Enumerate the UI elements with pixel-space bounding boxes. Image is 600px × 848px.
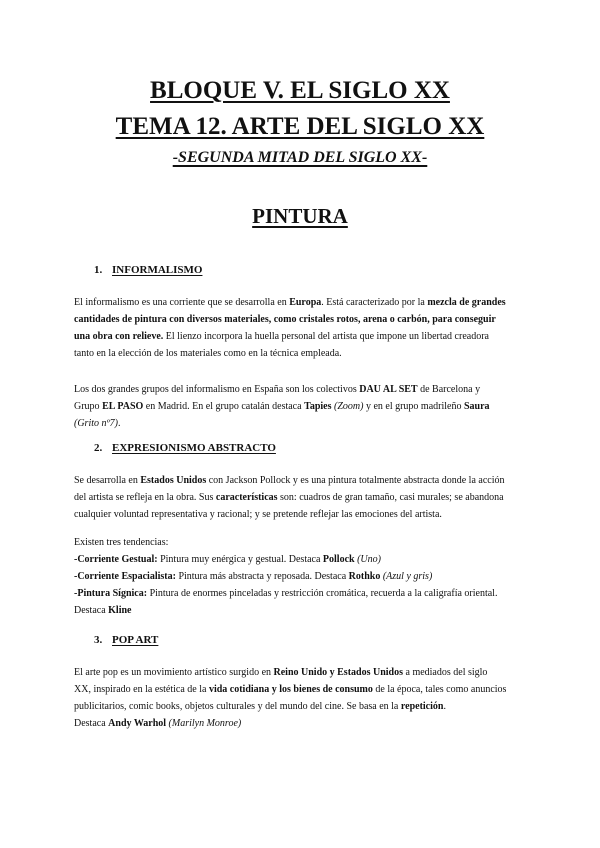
text-run-bold: Tapies bbox=[304, 401, 332, 412]
text-run-bold: vida cotidiana y los bienes de consumo bbox=[208, 684, 373, 695]
text-run-italic: (Marilyn Monroe) bbox=[168, 718, 242, 729]
text-run: El lienzo incorpora la huella personal del artista que impone un libertad creadora bbox=[163, 331, 489, 342]
text-run-bold: -Corriente Espacialista: bbox=[74, 571, 176, 582]
heading-label: INFORMALISMO bbox=[112, 264, 203, 276]
paragraph-pop-art bbox=[74, 664, 530, 732]
text-run: a mediados del siglo bbox=[403, 667, 488, 678]
text-run: con Jackson Pollock y es una pintura totalmente abstracta donde la acción bbox=[206, 475, 505, 486]
text-run: . Está caracterizado por la bbox=[321, 297, 428, 308]
text-run-italic: (Azul y gris) bbox=[382, 571, 433, 582]
paragraph-tendencias-intro bbox=[74, 534, 530, 551]
text-run-bold: -Corriente Gestual: bbox=[74, 554, 158, 565]
heading-pop-art bbox=[94, 634, 158, 646]
text-run-bold: Andy Warhol bbox=[108, 718, 167, 729]
text-run-bold: DAU AL SET bbox=[359, 384, 418, 395]
text-run: . bbox=[117, 418, 121, 429]
text-run-bold: Rothko bbox=[348, 571, 381, 582]
paragraph-informalismo-1 bbox=[74, 294, 530, 362]
text-run-bold: cantidades de pintura con diversos materiales, como cristales rotos, arena o carbón, para conseguir bbox=[74, 314, 496, 325]
section-title-pintura: PINTURA bbox=[252, 204, 348, 228]
text-run: tanto en la elección de los materiales como en la técnica empleada. bbox=[74, 348, 342, 359]
text-run: son: cuadros de gran tamaño, casi murales; se abandona bbox=[277, 492, 504, 503]
list-item bbox=[74, 568, 530, 585]
text-run: XX, inspirado en la estética de la bbox=[74, 684, 209, 695]
text-run-bold: Pollock bbox=[322, 554, 355, 565]
text-run-bold: Kline bbox=[108, 605, 132, 616]
text-run: Pintura muy enérgica y gestual. Destaca bbox=[157, 554, 323, 565]
text-run-bold: repetición bbox=[400, 701, 444, 712]
text-run: Destaca bbox=[74, 605, 109, 616]
text-run: El informalismo es una corriente que se desarrolla en bbox=[74, 297, 290, 308]
heading-label: POP ART bbox=[112, 634, 159, 646]
text-run: Se desarrolla en bbox=[74, 475, 141, 486]
text-run-italic: (Grito nº7) bbox=[74, 418, 118, 429]
text-run-bold: Saura bbox=[463, 401, 490, 412]
text-run: . bbox=[443, 701, 446, 712]
paragraph-expresionismo-1 bbox=[74, 472, 530, 523]
paragraph-informalismo-2 bbox=[74, 381, 530, 432]
text-run-bold: Estados Unidos bbox=[140, 475, 207, 486]
text-run: de Barcelona y bbox=[417, 384, 481, 395]
heading-number: 3. bbox=[94, 634, 103, 646]
text-run: Destaca bbox=[74, 718, 109, 729]
text-run: Grupo bbox=[74, 401, 103, 412]
heading-expresionismo-abstracto bbox=[94, 442, 276, 454]
text-run: Los dos grandes grupos del informalismo en España son los colectivos bbox=[74, 384, 360, 395]
list-item bbox=[74, 585, 530, 602]
text-run-italic: (Uno) bbox=[357, 554, 381, 565]
heading-informalismo bbox=[94, 264, 202, 276]
document-subtitle: -SEGUNDA MITAD DEL SIGLO XX- bbox=[172, 149, 428, 166]
text-run-bold: -Pintura Sígnica: bbox=[74, 588, 148, 599]
text-run-bold: Europa bbox=[289, 297, 322, 308]
text-run: en Madrid. En el grupo catalán destaca bbox=[143, 401, 305, 412]
text-run: de la época, tales como anuncios bbox=[372, 684, 507, 695]
text-run: Existen tres tendencias: bbox=[74, 537, 169, 548]
text-run: y en el grupo madrileño bbox=[363, 401, 464, 412]
text-run: publicitarios, comic books, objetos culturales y del mundo del cine. Se basa en la bbox=[74, 701, 401, 712]
text-run: cualquier voluntad representativa y racional; y se pretende reflejar las emociones del artista. bbox=[74, 509, 442, 520]
list-tendencias bbox=[74, 551, 530, 619]
text-run-bold: Reino Unido y Estados Unidos bbox=[273, 667, 403, 678]
text-run-bold: EL PASO bbox=[102, 401, 144, 412]
text-run-italic: (Zoom) bbox=[333, 401, 364, 412]
heading-number: 1. bbox=[94, 264, 103, 276]
text-run-bold: una obra con relieve. bbox=[74, 331, 164, 342]
list-item bbox=[74, 551, 530, 568]
text-run-bold: mezcla de grandes bbox=[427, 297, 506, 308]
heading-number: 2. bbox=[94, 442, 103, 454]
text-run-bold: características bbox=[215, 492, 278, 503]
document-title-tema: TEMA 12. ARTE DEL SIGLO XX bbox=[115, 113, 485, 140]
list-item-continuation bbox=[74, 602, 530, 619]
text-run: Pintura más abstracta y reposada. Destaca bbox=[175, 571, 349, 582]
text-run: Pintura de enormes pinceladas y restricción cromática, recuerda a la caligrafía oriental. bbox=[147, 588, 498, 599]
text-run: El arte pop es un movimiento artístico surgido en bbox=[74, 667, 274, 678]
text-run: del artista se refleja en la obra. Sus bbox=[74, 492, 216, 503]
document-title-bloque: BLOQUE V. EL SIGLO XX bbox=[150, 77, 450, 104]
heading-label: EXPRESIONISMO ABSTRACTO bbox=[112, 442, 276, 454]
